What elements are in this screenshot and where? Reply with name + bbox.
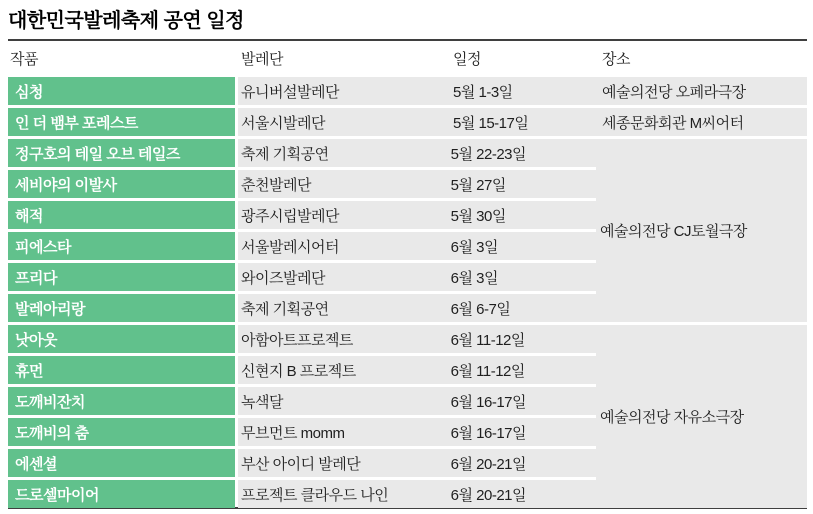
work-cell: 피에스타 [8, 232, 235, 260]
venue-merged-cell: 예술의전당 CJ토월극장 [596, 139, 807, 322]
date-cell: 6월 20-21일 [450, 455, 526, 473]
date-cell: 6월 11-12일 [450, 331, 525, 349]
date-cell: 5월 30일 [450, 207, 506, 225]
work-cell: 심청 [8, 77, 235, 105]
company-cell: 춘천발레단 [241, 176, 311, 194]
row-strip [238, 356, 596, 384]
row-strip [238, 480, 596, 508]
company-cell: 서울시발레단 [241, 114, 325, 132]
company-cell: 프로젝트 클라우드 나인 [241, 486, 389, 504]
company-cell: 축제 기획공연 [241, 300, 329, 318]
date-cell: 6월 3일 [450, 238, 498, 256]
chart-title: 대한민국발레축제 공연 일정 [8, 10, 244, 32]
work-cell: 도깨비잔치 [8, 387, 235, 415]
company-cell: 녹색달 [241, 393, 283, 411]
work-cell: 휴먼 [8, 356, 235, 384]
row-strip [238, 387, 596, 415]
work-cell: 드로셀마이어 [8, 480, 235, 508]
table-row [8, 77, 807, 105]
venue-cell: 예술의전당 오페라극장 [602, 83, 746, 101]
work-cell: 세비야의 이발사 [8, 170, 235, 198]
row-strip [238, 418, 596, 446]
work-cell: 낫아웃 [8, 325, 235, 353]
work-cell: 해적 [8, 201, 235, 229]
venue-cell: 세종문화회관 M씨어터 [602, 114, 744, 132]
row-strip [238, 449, 596, 477]
venue-merged-cell: 예술의전당 자유소극장 [596, 325, 807, 508]
date-cell: 5월 27일 [450, 176, 506, 194]
work-cell: 발레아리랑 [8, 294, 235, 322]
company-cell: 아함아트프로젝트 [241, 331, 353, 349]
row-strip [238, 294, 596, 322]
work-cell: 인 더 뱀부 포레스트 [8, 108, 235, 136]
date-cell: 5월 15-17일 [453, 114, 529, 132]
date-cell: 5월 1-3일 [453, 83, 513, 101]
company-cell: 신현지 B 프로젝트 [241, 362, 356, 380]
company-cell: 광주시립발레단 [241, 207, 339, 225]
row-strip [238, 77, 807, 105]
table-row [8, 108, 807, 136]
header-venue: 장소 [602, 50, 630, 68]
header-work: 작품 [10, 50, 38, 68]
row-strip [238, 325, 596, 353]
work-cell: 정구호의 테일 오브 테일즈 [8, 139, 235, 167]
header-company: 발레단 [241, 50, 283, 68]
company-cell: 부산 아이디 발레단 [241, 455, 361, 473]
row-strip [238, 232, 596, 260]
row-strip [238, 263, 596, 291]
date-cell: 6월 16-17일 [450, 424, 526, 442]
row-strip [238, 170, 596, 198]
work-cell: 도깨비의 춤 [8, 418, 235, 446]
header-date: 일정 [453, 50, 481, 68]
date-cell: 6월 20-21일 [450, 486, 526, 504]
date-cell: 6월 11-12일 [450, 362, 525, 380]
company-cell: 무브먼트 momm [241, 424, 345, 442]
date-cell: 6월 6-7일 [450, 300, 511, 318]
table-header-row [8, 41, 807, 75]
date-cell: 5월 22-23일 [450, 145, 526, 163]
company-cell: 서울발레시어터 [241, 238, 339, 256]
company-cell: 유니버설발레단 [241, 83, 339, 101]
row-strip [238, 108, 807, 136]
date-cell: 6월 3일 [450, 269, 498, 287]
company-cell: 와이즈발레단 [241, 269, 325, 287]
work-cell: 에센셜 [8, 449, 235, 477]
row-strip [238, 201, 596, 229]
company-cell: 축제 기획공연 [241, 145, 329, 163]
date-cell: 6월 16-17일 [450, 393, 526, 411]
row-strip [238, 139, 596, 167]
work-cell: 프리다 [8, 263, 235, 291]
schedule-table [8, 39, 807, 509]
